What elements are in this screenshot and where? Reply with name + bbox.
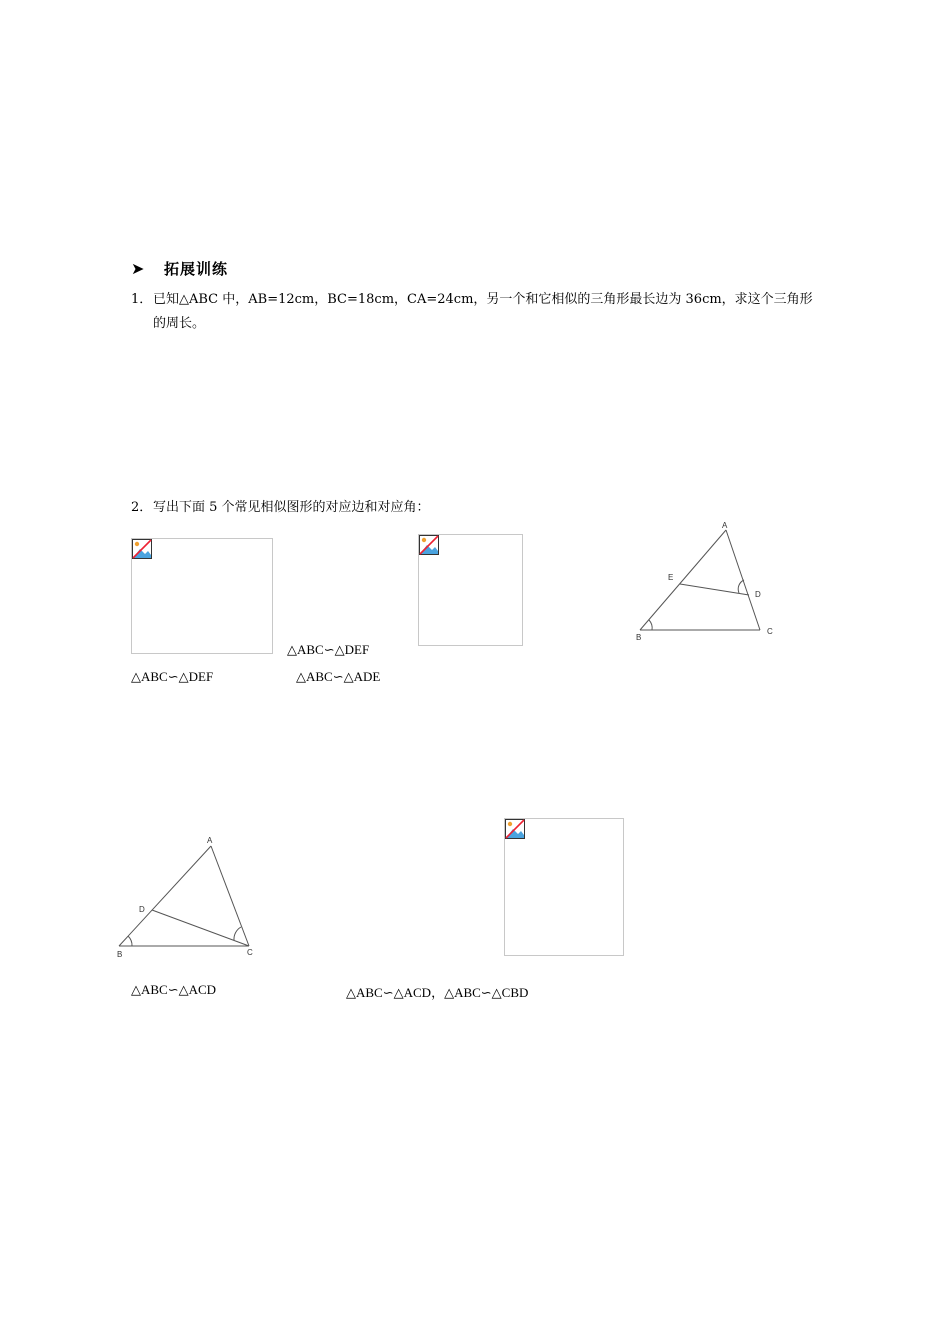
angle-b-arc: [128, 936, 132, 946]
q1-line1: 已知△ABC 中，AB=12cm，BC=18cm，CA=24cm，另一个和它相似的三角形最长边为 36cm，求这个三角形: [153, 292, 813, 307]
side-ab: [640, 530, 726, 630]
label-b: B: [636, 633, 642, 642]
label-a: A: [722, 521, 728, 530]
q2-number: 2．: [131, 500, 153, 515]
angle-b-arc: [649, 620, 652, 630]
q1-line2: 的周长。: [153, 316, 206, 331]
side-ac: [211, 846, 249, 946]
label-c: C: [247, 948, 253, 957]
triangle-ade-figure: [630, 518, 780, 646]
arrow-bullet-icon: ➤: [131, 259, 145, 278]
figure-1-image: [131, 538, 273, 654]
angle-c-arc: [234, 927, 241, 940]
q1-number: 1．: [131, 292, 153, 307]
side-ab: [119, 846, 211, 946]
label-e: E: [668, 573, 674, 582]
figure-4-caption: △ABC∽△ACD: [131, 982, 217, 997]
label-c: C: [767, 627, 773, 636]
broken-image-icon: [419, 535, 439, 555]
label-a: A: [207, 836, 213, 845]
broken-image-icon: [132, 539, 152, 559]
label-d: D: [755, 590, 761, 599]
broken-image-icon: [505, 819, 525, 839]
label-d: D: [139, 905, 145, 914]
figure-5-image: [504, 818, 624, 956]
label-b: B: [117, 950, 123, 959]
section-title: 拓展训练: [164, 260, 229, 278]
triangle-acd-figure: [112, 832, 262, 962]
segment-dc: [152, 910, 249, 946]
figure-3-caption: △ABC∽△ADE: [296, 669, 381, 684]
figure-1-caption: △ABC∽△DEF: [131, 669, 214, 684]
figure-2-image: [418, 534, 523, 646]
figure-5-caption: △ABC∽△ACD，△ABC∽△CBD: [346, 985, 529, 1000]
angle-d-arc: [738, 580, 744, 593]
q2-text: 写出下面 5 个常见相似图形的对应边和对应角：: [153, 500, 430, 515]
figure-2-caption: △ABC∽△DEF: [287, 642, 370, 657]
